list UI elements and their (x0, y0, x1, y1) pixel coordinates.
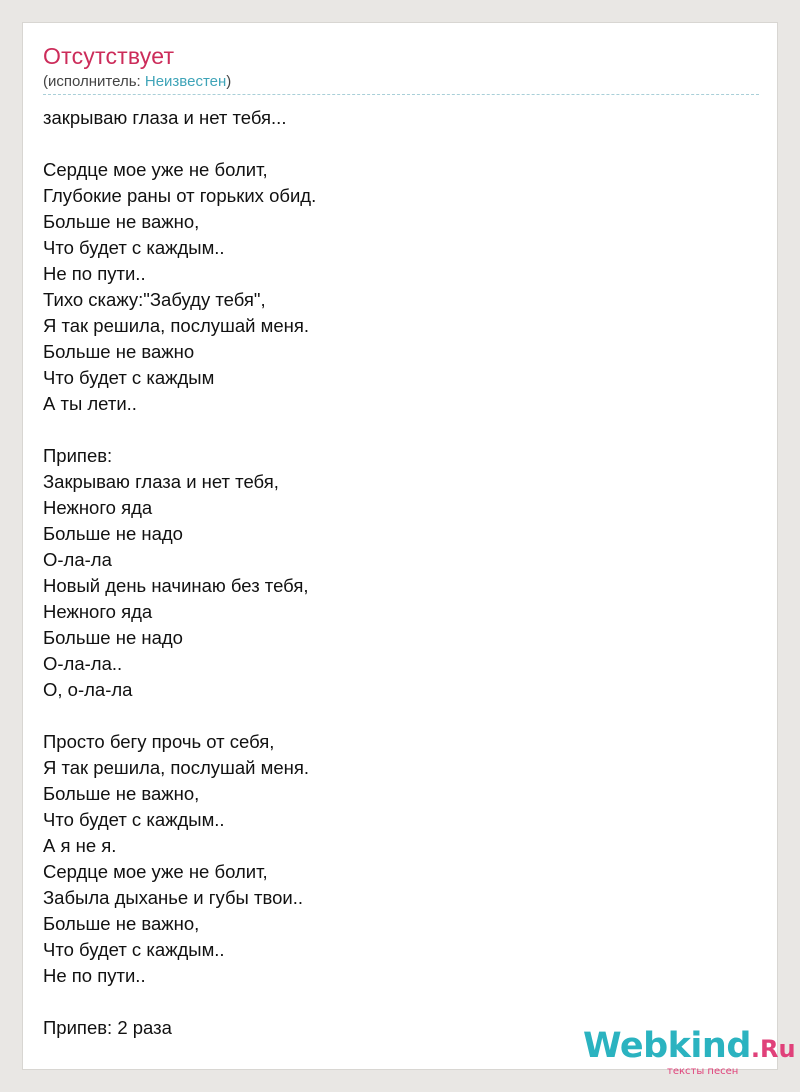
lyric-line: Нежного яда (43, 497, 153, 518)
lyric-line: Что будет с каждым.. (43, 237, 225, 258)
lyric-line: Я так решила, послушай меня. (43, 757, 309, 778)
artist-line (43, 73, 231, 90)
lyrics-card (22, 22, 796, 1077)
lyric-line: Закрываю глаза и нет тебя, (43, 471, 279, 492)
lyric-line (43, 417, 743, 443)
logo-wordmark (583, 1026, 796, 1069)
logo-tagline: тексты песен (667, 1066, 739, 1077)
lyric-line: Больше не надо (43, 627, 183, 648)
lyric-line: Больше не важно, (43, 913, 200, 934)
lyric-line: Припев: 2 раза (43, 1017, 172, 1038)
lyric-line: Новый день начинаю без тебя, (43, 575, 309, 596)
lyric-line: Больше не важно, (43, 783, 200, 804)
lyric-line: Не по пути.. (43, 263, 146, 284)
lyric-line: Сердце мое уже не болит, (43, 159, 268, 180)
lyric-line: Что будет с каждым (43, 367, 215, 388)
lyric-line: О-ла-ла (43, 549, 112, 570)
lyric-line: Больше не важно, (43, 211, 200, 232)
lyric-line: Сердце мое уже не болит, (43, 861, 268, 882)
lyric-line: Забыла дыханье и губы твои.. (43, 887, 303, 908)
lyric-line: Просто бегу прочь от себя, (43, 731, 275, 752)
lyric-line: Больше не важно (43, 341, 195, 362)
lyric-line: Не по пути.. (43, 965, 146, 986)
lyric-line: Припев: (43, 445, 113, 466)
artist-link[interactable]: Неизвестен (144, 73, 227, 90)
lyric-line (43, 703, 743, 729)
logo-brand: Webkind (583, 1026, 751, 1066)
lyric-line: А ты лети.. (43, 393, 137, 414)
lyric-line: закрываю глаза и нет тебя... (43, 107, 287, 128)
lyric-line (43, 989, 743, 1015)
lyric-line: Что будет с каждым.. (43, 939, 225, 960)
lyric-line: А я не я. (43, 835, 117, 856)
lyric-line: Глубокие раны от горьких обид. (43, 185, 317, 206)
divider (43, 94, 759, 95)
lyrics-text (43, 105, 743, 1041)
lyric-line: О, о-ла-ла (43, 679, 133, 700)
lyric-line (43, 131, 743, 157)
lyric-line: Нежного яда (43, 601, 153, 622)
artist-prefix: (исполнитель: (43, 73, 145, 90)
lyric-line: Что будет с каждым.. (43, 809, 225, 830)
lyric-line: Больше не надо (43, 523, 183, 544)
lyric-line: О-ла-ла.. (43, 653, 123, 674)
song-title: Отсутствует (43, 43, 175, 69)
lyric-line: Я так решила, послушай меня. (43, 315, 309, 336)
artist-suffix: ) (226, 73, 232, 90)
lyric-line: Тихо скажу:"Забуду тебя", (43, 289, 266, 310)
webkind-logo (583, 1026, 796, 1086)
logo-tld: .Ru (750, 1035, 796, 1063)
